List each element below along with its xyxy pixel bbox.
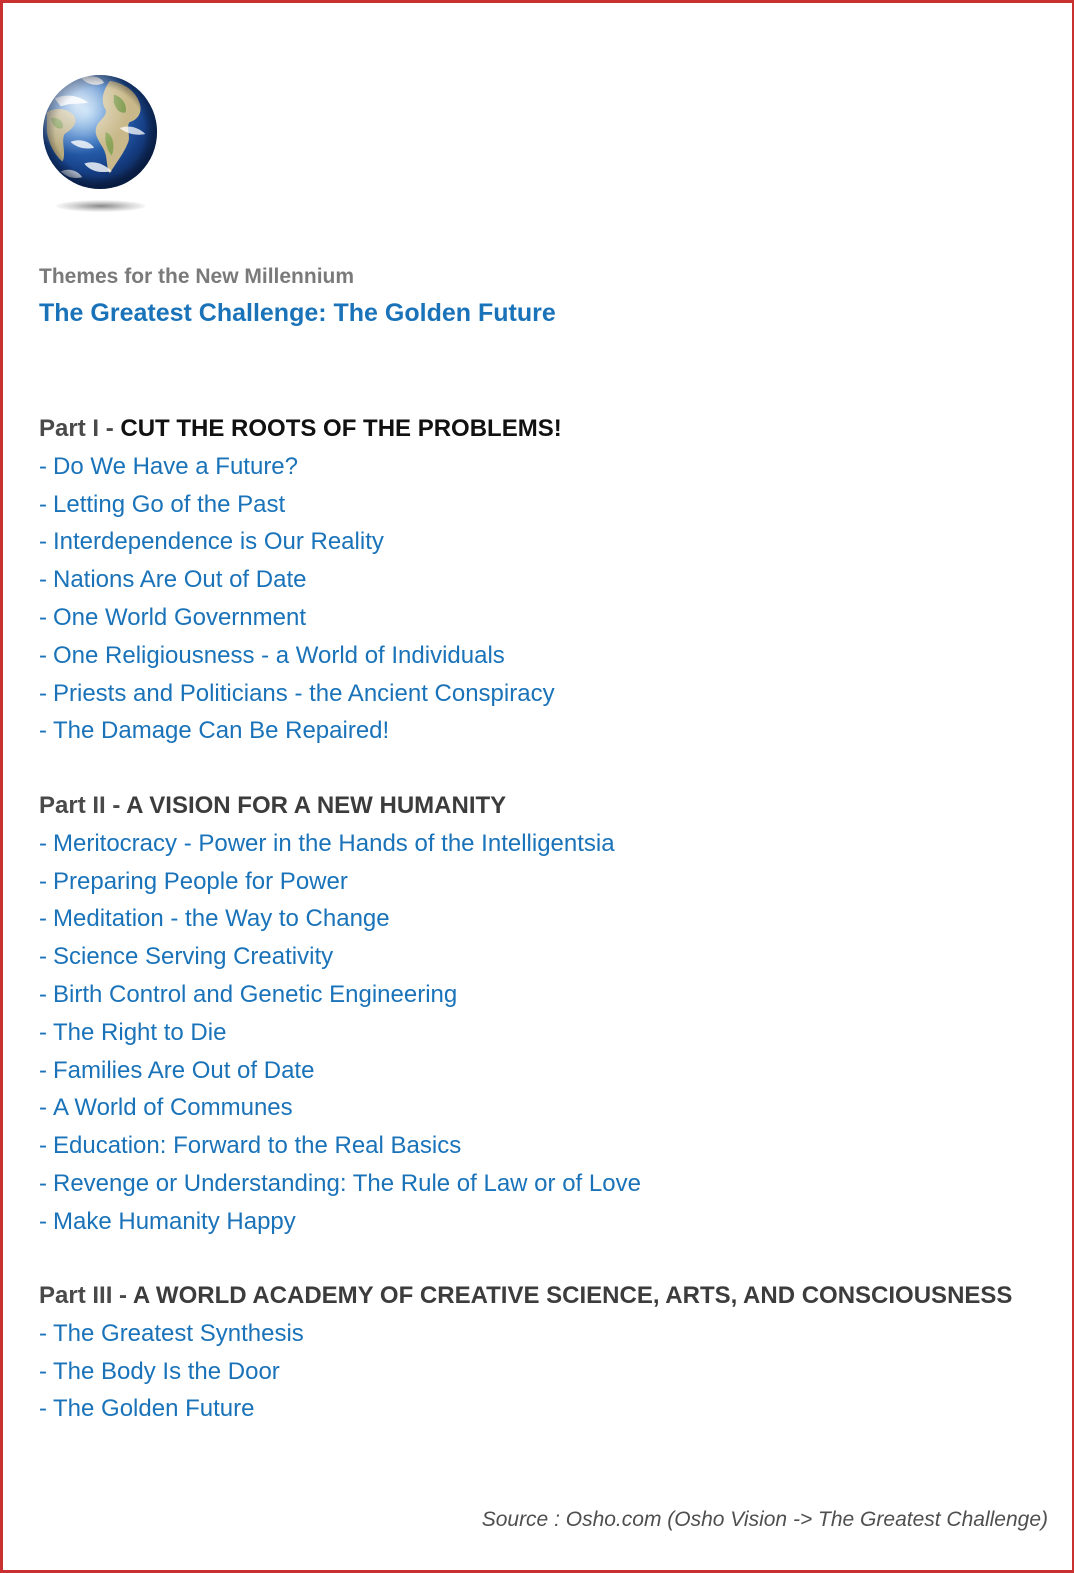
chapter-link[interactable] <box>39 1052 641 1090</box>
part-label: Part III <box>39 1282 113 1309</box>
part-section-2 <box>39 787 641 1241</box>
chapter-link[interactable] <box>39 561 562 599</box>
chapter-title: Families Are Out of Date <box>53 1056 315 1084</box>
chapter-link[interactable] <box>39 1353 1012 1391</box>
list-dash: - <box>39 452 47 480</box>
chapter-link[interactable] <box>39 637 562 675</box>
chapter-title: One World Government <box>53 603 306 631</box>
part-label: Part II <box>39 792 106 819</box>
chapter-title: The Body Is the Door <box>53 1357 280 1385</box>
chapter-list <box>39 448 562 750</box>
list-dash: - <box>39 1094 47 1122</box>
part-separator: - <box>112 792 121 819</box>
chapter-title: Interdependence is Our Reality <box>53 528 384 556</box>
list-dash: - <box>39 1169 47 1197</box>
chapter-title: Letting Go of the Past <box>53 490 286 518</box>
chapter-title: The Damage Can Be Repaired! <box>53 717 390 745</box>
part-separator: - <box>119 1282 128 1309</box>
chapter-link[interactable] <box>39 1014 641 1052</box>
chapter-title: Do We Have a Future? <box>53 452 299 480</box>
earth-globe-icon <box>41 73 159 191</box>
list-dash: - <box>39 679 47 707</box>
chapter-link[interactable] <box>39 1390 1012 1428</box>
chapter-title: The Right to Die <box>53 1018 227 1046</box>
chapter-link[interactable] <box>39 1089 641 1127</box>
part-heading <box>39 410 562 448</box>
list-dash: - <box>39 943 47 971</box>
part-title: CUT THE ROOTS OF THE PROBLEMS! <box>120 415 562 442</box>
list-dash: - <box>39 528 47 556</box>
chapter-link[interactable] <box>39 863 641 901</box>
chapter-link[interactable] <box>39 900 641 938</box>
chapter-title: Nations Are Out of Date <box>53 566 307 594</box>
chapter-link[interactable] <box>39 1315 1012 1353</box>
chapter-link[interactable] <box>39 1203 641 1241</box>
chapter-title: Make Humanity Happy <box>53 1207 296 1235</box>
list-dash: - <box>39 1319 47 1347</box>
part-title: A VISION FOR A NEW HUMANITY <box>126 792 507 819</box>
list-dash: - <box>39 867 47 895</box>
chapter-title: Meritocracy - Power in the Hands of the Intelligentsia <box>53 829 615 857</box>
chapter-link[interactable] <box>39 523 562 561</box>
part-section-3 <box>39 1277 1012 1428</box>
series-kicker: Themes for the New Millennium <box>39 265 355 288</box>
list-dash: - <box>39 603 47 631</box>
list-dash: - <box>39 905 47 933</box>
chapter-link[interactable] <box>39 599 562 637</box>
part-heading <box>39 787 641 825</box>
part-label: Part I <box>39 415 100 442</box>
chapter-link[interactable] <box>39 448 562 486</box>
list-dash: - <box>39 1018 47 1046</box>
list-dash: - <box>39 490 47 518</box>
globe-illustration <box>40 73 162 218</box>
list-dash: - <box>39 1056 47 1084</box>
chapter-title: Birth Control and Genetic Engineering <box>53 980 458 1008</box>
chapter-title: The Golden Future <box>53 1395 255 1423</box>
chapter-link[interactable] <box>39 486 562 524</box>
chapter-title: The Greatest Synthesis <box>53 1319 304 1347</box>
chapter-list <box>39 1315 1012 1428</box>
list-dash: - <box>39 1395 47 1423</box>
chapter-title: Meditation - the Way to Change <box>53 905 390 933</box>
chapter-title: Science Serving Creativity <box>53 943 334 971</box>
list-dash: - <box>39 717 47 745</box>
chapter-title: A World of Communes <box>53 1094 293 1122</box>
chapter-title: Preparing People for Power <box>53 867 348 895</box>
part-title: A WORLD ACADEMY OF CREATIVE SCIENCE, ARTS, AND CONSCIOUSNESS <box>132 1282 1013 1309</box>
part-separator: - <box>105 415 114 442</box>
list-dash: - <box>39 980 47 1008</box>
list-dash: - <box>39 566 47 594</box>
chapter-link[interactable] <box>39 976 641 1014</box>
chapter-title: Priests and Politicians - the Ancient Conspiracy <box>53 679 555 707</box>
part-heading <box>39 1277 1012 1315</box>
list-dash: - <box>39 641 47 669</box>
chapter-title: Revenge or Understanding: The Rule of Law or of Love <box>53 1169 641 1197</box>
chapter-link[interactable] <box>39 1127 641 1165</box>
document-title-link[interactable]: The Greatest Challenge: The Golden Future <box>39 299 556 327</box>
globe-shadow <box>56 200 146 212</box>
chapter-link[interactable] <box>39 825 641 863</box>
list-dash: - <box>39 1357 47 1385</box>
chapter-title: Education: Forward to the Real Basics <box>53 1132 462 1160</box>
list-dash: - <box>39 829 47 857</box>
source-attribution: Source : Osho.com (Osho Vision -> The Greatest Challenge) <box>481 1508 1048 1531</box>
list-dash: - <box>39 1207 47 1235</box>
chapter-link[interactable] <box>39 1165 641 1203</box>
list-dash: - <box>39 1132 47 1160</box>
chapter-link[interactable] <box>39 675 562 713</box>
chapter-link[interactable] <box>39 712 562 750</box>
chapter-list <box>39 825 641 1241</box>
part-section-1 <box>39 410 562 750</box>
chapter-link[interactable] <box>39 938 641 976</box>
chapter-title: One Religiousness - a World of Individuals <box>53 641 505 669</box>
